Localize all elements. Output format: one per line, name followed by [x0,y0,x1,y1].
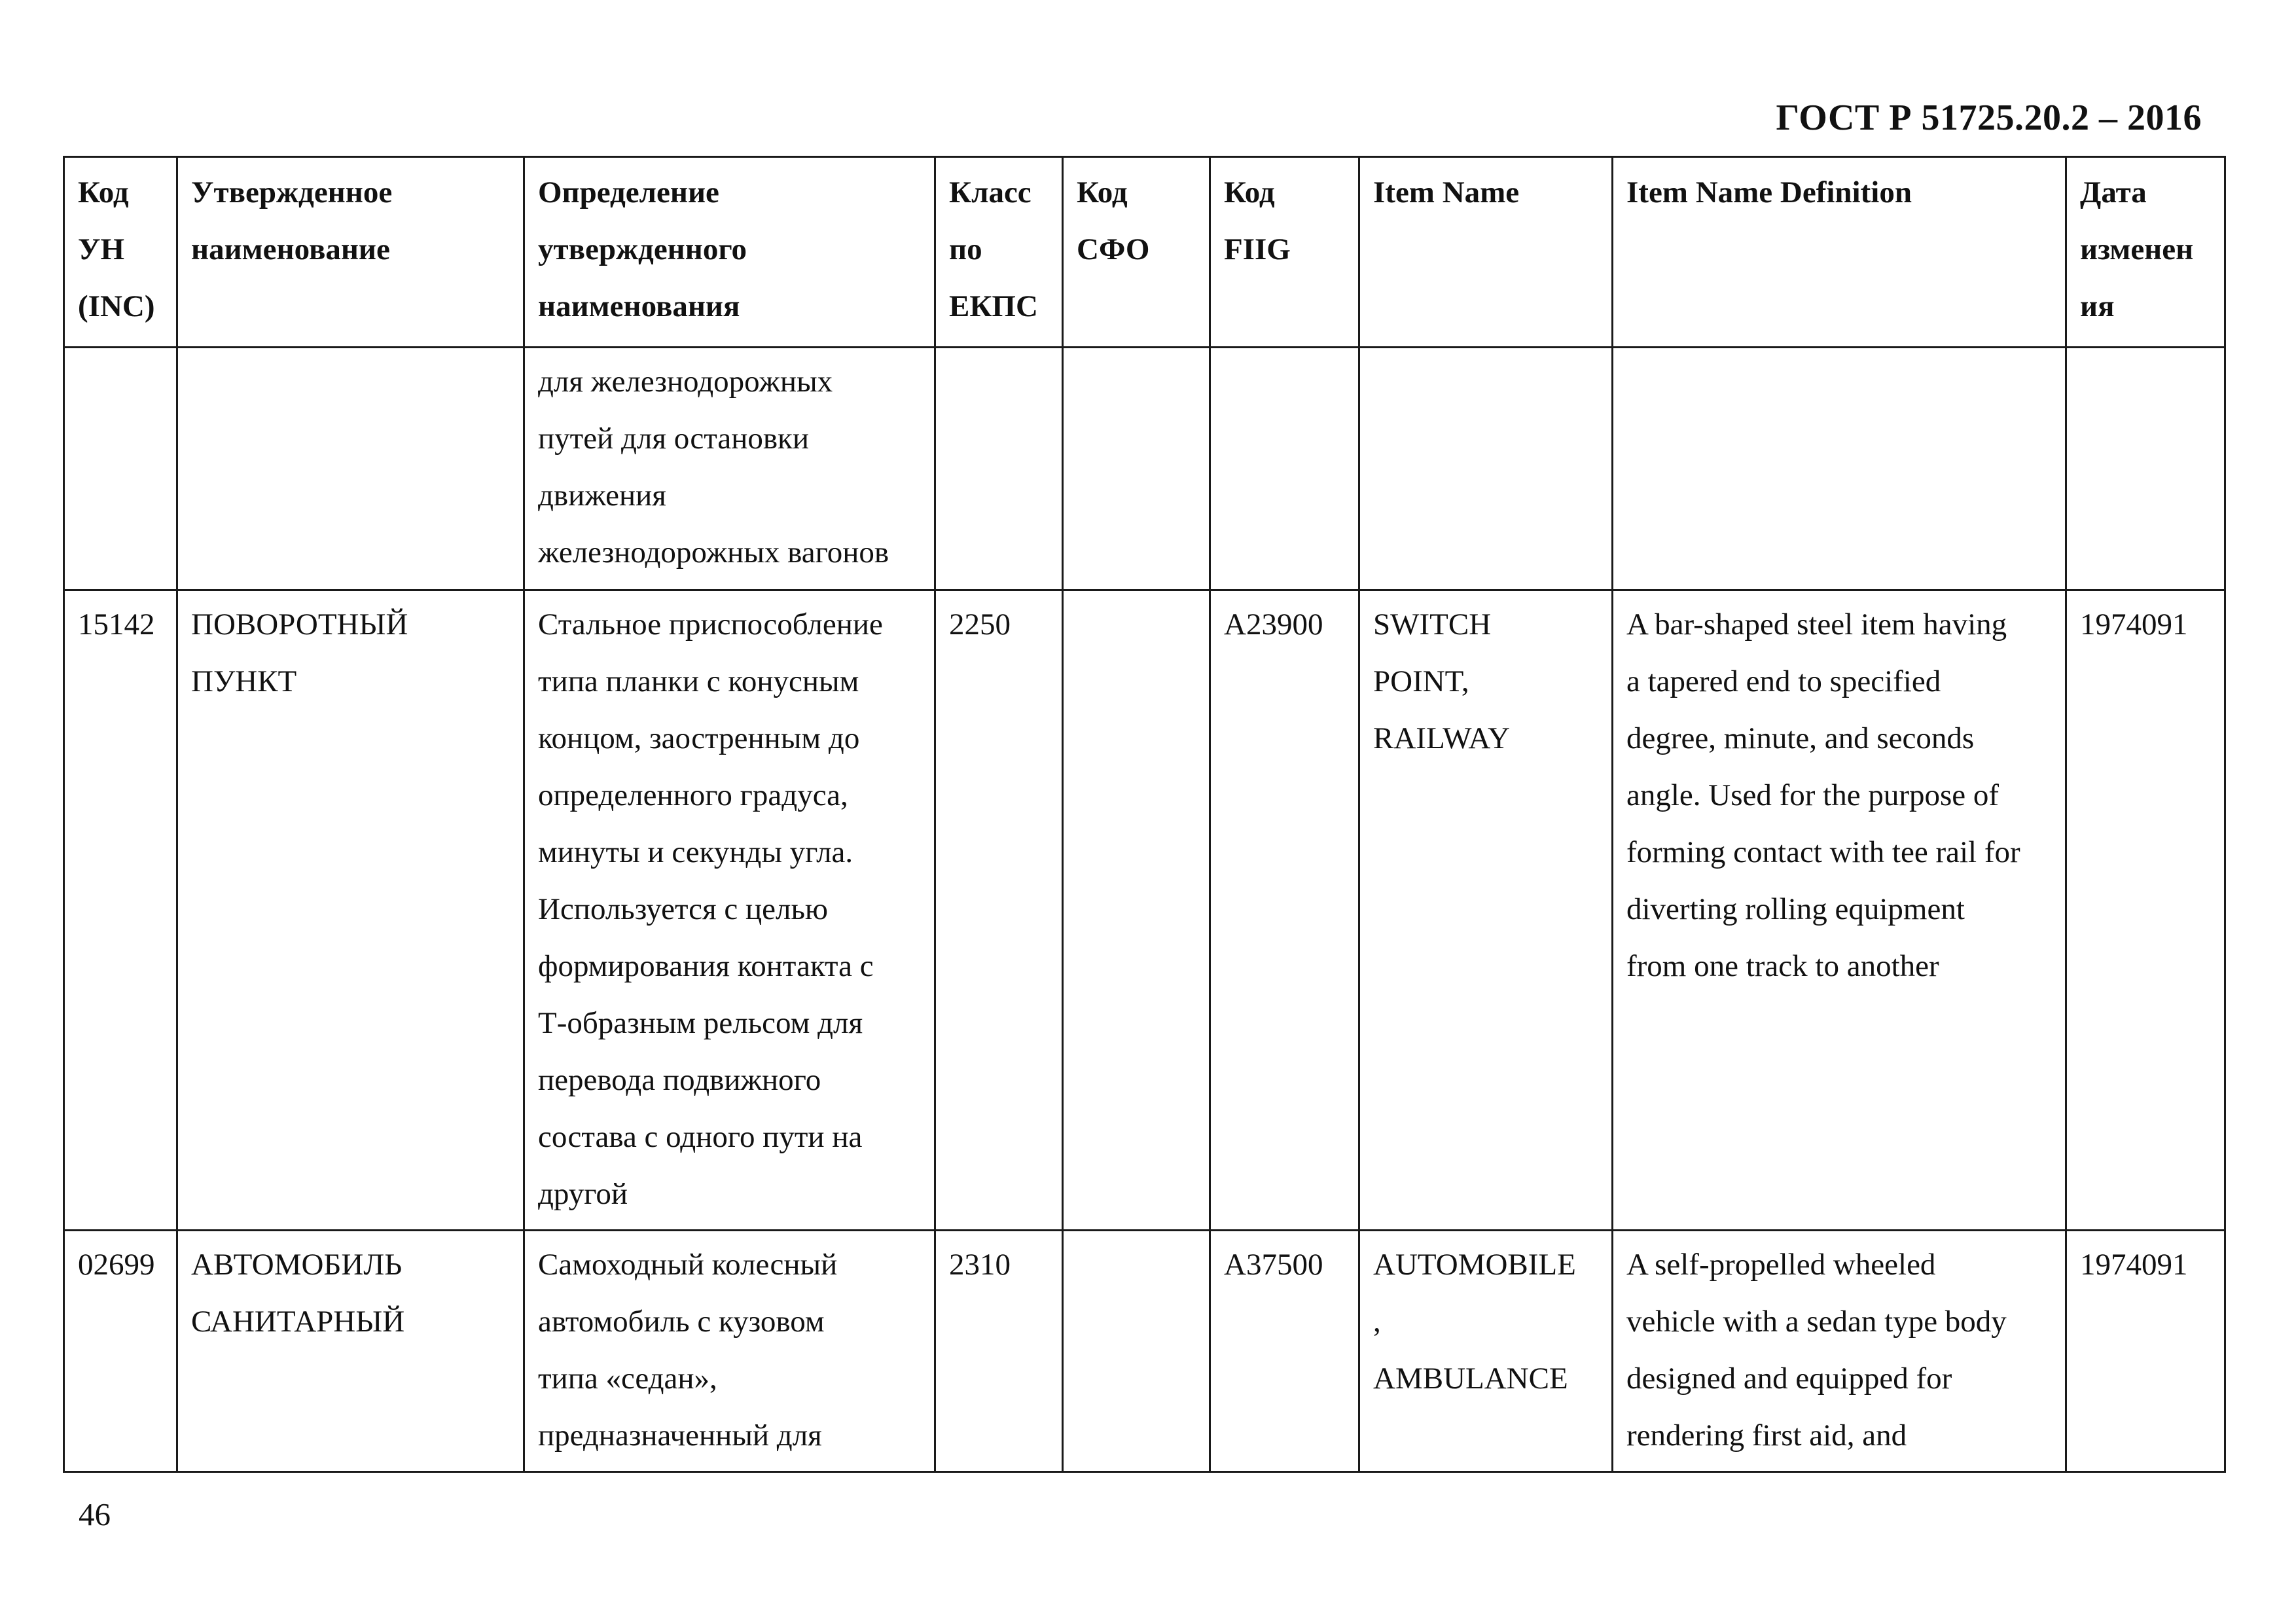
header-class: Класс по ЕКПС [935,157,1063,348]
header-change-date: Дата изменен ия [2066,157,2225,348]
cell-definition: Самоходный колесный автомобиль с кузовом типа «седан», предназначенный для [524,1231,935,1472]
cell-date: 1974091 [2066,1231,2225,1472]
cell-item-name: AUTOMOBILE , AMBULANCE [1359,1231,1613,1472]
cell-approved-name [177,348,524,590]
cell-date: 1974091 [2066,590,2225,1231]
cell-sfo [1063,348,1210,590]
cell-item-name [1359,348,1613,590]
header-item-name-definition: Item Name Definition [1613,157,2066,348]
cell-definition: Стальное приспособление типа планки с конусным концом, заостренным до определенного градуса, минуты и секунды угла. Используется с целью формирования контакта с Т-образным рельсом для перевода подвижного состава с одного пути на другой [524,590,935,1231]
cell-item-definition: A self-propelled wheeled vehicle with a sedan type body designed and equipped for rendering first aid, and [1613,1231,2066,1472]
cell-class: 2310 [935,1231,1063,1472]
header-approved-name-definition: Определение утвержденного наименования [524,157,935,348]
cell-fiig [1210,348,1359,590]
table-row [64,348,2225,590]
cell-sfo [1063,1231,1210,1472]
cell-definition: для железнодорожных путей для остановки движения железнодорожных вагонов [524,348,935,590]
document-standard-header: ГОСТ Р 51725.20.2 – 2016 [1776,98,2202,138]
cell-sfo [1063,590,1210,1231]
classifier-table [63,156,2226,1473]
table-row [64,1231,2225,1472]
header-approved-name: Утвержденное наименование [177,157,524,348]
cell-inc [64,348,177,590]
cell-date [2066,348,2225,590]
table-header-row [64,157,2225,348]
header-fiig: Код FIIG [1210,157,1359,348]
cell-approved-name: АВТОМОБИЛЬ САНИТАРНЫЙ [177,1231,524,1472]
cell-inc: 02699 [64,1231,177,1472]
cell-approved-name: ПОВОРОТНЫЙ ПУНКТ [177,590,524,1231]
header-sfo: Код СФО [1063,157,1210,348]
cell-item-name: SWITCH POINT, RAILWAY [1359,590,1613,1231]
cell-class: 2250 [935,590,1063,1231]
cell-item-definition [1613,348,2066,590]
cell-inc: 15142 [64,590,177,1231]
cell-fiig: A37500 [1210,1231,1359,1472]
cell-class [935,348,1063,590]
cell-fiig: A23900 [1210,590,1359,1231]
table-row [64,590,2225,1231]
header-inc: Код УН (INC) [64,157,177,348]
cell-item-definition: A bar-shaped steel item having a tapered end to specified degree, minute, and seconds angle. Used for the purpose of forming contact with tee rail for diverting rolling equipment from one track to another [1613,590,2066,1231]
header-item-name: Item Name [1359,157,1613,348]
page-number: 46 [79,1496,111,1532]
